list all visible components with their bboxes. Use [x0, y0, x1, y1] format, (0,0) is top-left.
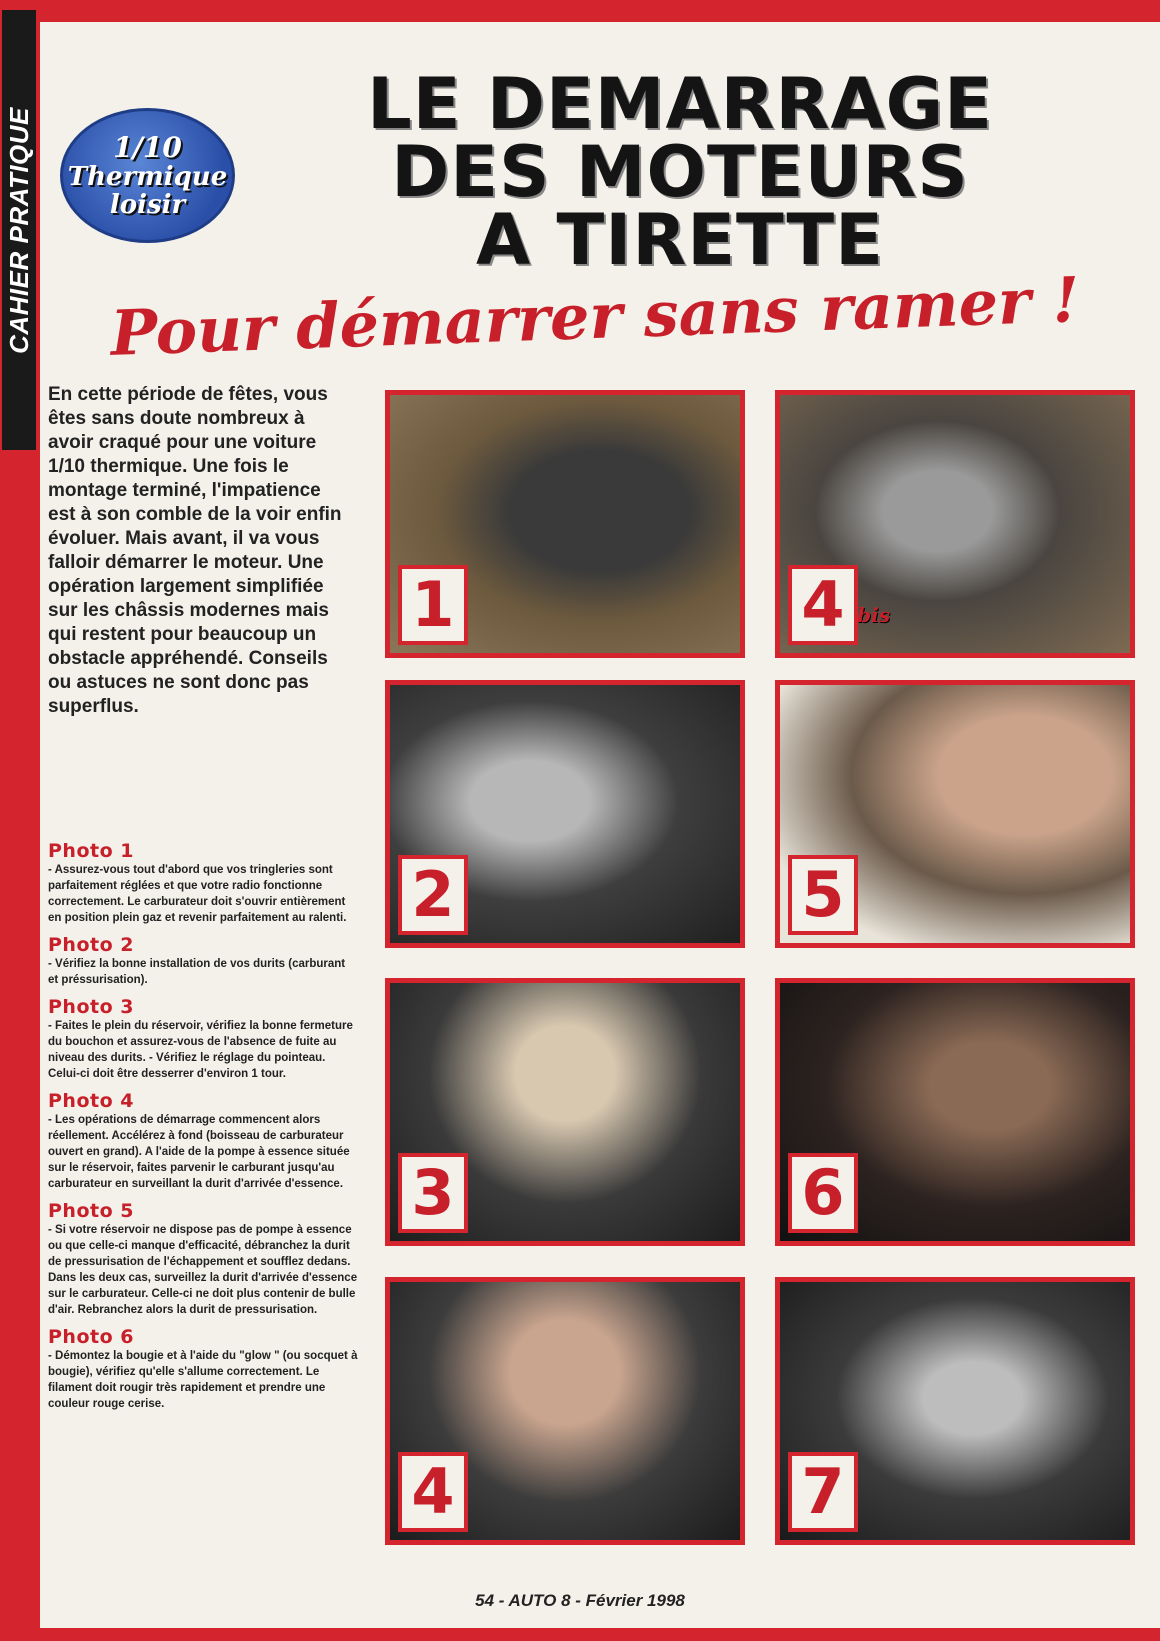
step-item: [48, 1090, 358, 1192]
photo-image: [390, 983, 740, 1241]
photo-image: [390, 395, 740, 653]
photo-image: [390, 685, 740, 943]
photo-3: [385, 978, 745, 1246]
section-label: [2, 10, 36, 450]
photo-4: [385, 1277, 745, 1545]
photo-number-label: [788, 1452, 858, 1532]
step-item: [48, 840, 358, 926]
step-text: - Vérifiez la bonne installation de vos durits (carburant et préssurisation).: [48, 958, 346, 986]
photo-number-label: [788, 855, 858, 935]
badge-scale: 1/10: [113, 130, 182, 164]
photo-image: [780, 983, 1130, 1241]
photo-image: [780, 1282, 1130, 1540]
photo-number: 7: [801, 1455, 845, 1528]
photo-number: 4: [411, 1455, 455, 1528]
step-text: - Assurez-vous tout d'abord que vos tringleries sont parfaitement réglées et que votre radio fonctionne correctement. Le carburateur doit s'ouvrir entièrement en position plein gaz et revenir parfaitement au ralenti.: [48, 864, 347, 924]
badge-type: Thermique: [67, 161, 228, 192]
page-subtitle: Pour démarrer sans ramer !: [109, 263, 1081, 370]
step-title: Photo 2: [48, 934, 134, 956]
photo-number: 1: [411, 568, 455, 641]
photo-image: [390, 1282, 740, 1540]
photo-number-label: [788, 565, 890, 645]
step-title: Photo 4: [48, 1090, 134, 1112]
bottom-red-bar: [0, 1628, 1160, 1641]
photo-number-label: [398, 565, 468, 645]
title-line-2: DES MOTEURS: [391, 131, 969, 213]
step-item: [48, 934, 358, 988]
photo-number-label: [398, 1452, 468, 1532]
step-title: Photo 6: [48, 1326, 134, 1348]
photo-5: [775, 680, 1135, 948]
photo-number: 2: [411, 858, 455, 931]
step-item: [48, 1200, 358, 1318]
photo-number-label: [398, 1153, 468, 1233]
photo-image: [780, 685, 1130, 943]
page-title: [240, 63, 1120, 281]
step-title: Photo 1: [48, 840, 134, 862]
photo-1: [385, 390, 745, 658]
photo-number: 6: [801, 1156, 845, 1229]
step-title: Photo 5: [48, 1200, 134, 1222]
photo-number: 4: [801, 568, 845, 641]
photo-4bis: [775, 390, 1135, 658]
step-item: [48, 996, 358, 1082]
photo-number-label: [788, 1153, 858, 1233]
title-line-1: LE DEMARRAGE: [367, 63, 993, 145]
page-footer: 54 - AUTO 8 - Février 1998: [475, 1591, 685, 1610]
step-title: Photo 3: [48, 996, 134, 1018]
side-red-bar: [0, 0, 40, 1641]
top-red-bar: [0, 0, 1160, 22]
step-text: - Si votre réservoir ne dispose pas de pompe à essence ou que celle-ci manque d'efficacité, débranchez la durit de pressurisation de l'échappement et soufflez dedans. Dans les deux cas, surveillez la durit d'arrivée d'essence sur le carburateur. Celle-ci ne doit plus contenir de bulle d'air. Rebranchez alors la durit de pressurisation.: [48, 1224, 358, 1316]
photo-6: [775, 978, 1135, 1246]
photo-number: 5: [801, 858, 845, 931]
step-text: - Démontez la bougie et à l'aide du "glow " (ou socquet à bougie), vérifiez qu'elle s'allume correctement. Le filament doit rougir très rapidement et prendre une couleur rouge cerise.: [48, 1350, 358, 1410]
section-label-text: CAHIER PRATIQUE: [3, 106, 34, 354]
photo-2: [385, 680, 745, 948]
steps-list: [48, 840, 358, 1420]
step-item: [48, 1326, 358, 1412]
step-text: - Les opérations de démarrage commencent alors réellement. Accélérez à fond (boisseau de carburateur ouvert en grand). A l'aide de la pompe à essence située sur le réservoir, faites parvenir le carburant jusqu'au carburateur en surveillant la durit d'arrivée d'essence.: [48, 1114, 350, 1190]
intro-paragraph: En cette période de fêtes, vous êtes sans doute nombreux à avoir craqué pour une voiture 1/10 thermique. Une fois le montage terminé, l'impatience est à son comble de la voir enfin évoluer. Mais avant, il va vous falloir démarrer le moteur. Une opération largement simplifiée sur les châssis modernes mais qui restent pour beaucoup un obstacle appréhendé. Conseils ou astuces ne sont donc pas superflus.: [48, 384, 342, 717]
title-line-3: A TIRETTE: [476, 199, 884, 281]
photo-image: [780, 395, 1130, 653]
photo-number-suffix: bis: [857, 603, 890, 627]
category-badge: [60, 108, 235, 243]
step-text: - Faites le plein du réservoir, vérifiez la bonne fermeture du bouchon et assurez-vous de l'absence de fuite au niveau des durits. - Vérifiez le réglage du pointeau. Celui-ci doit être desserrer d'environ 1 tour.: [48, 1020, 353, 1080]
photo-7: [775, 1277, 1135, 1545]
photo-number: 3: [411, 1156, 455, 1229]
photo-number-label: [398, 855, 468, 935]
badge-usage: loisir: [109, 189, 186, 220]
